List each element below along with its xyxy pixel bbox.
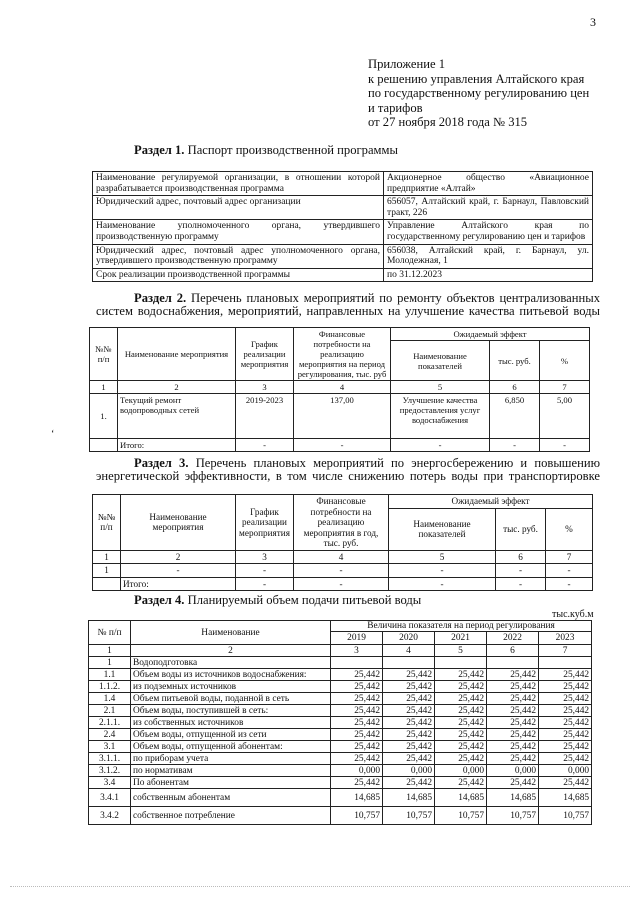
row-value: 25,442 [539, 717, 592, 729]
annex-line-1: Приложение 1 [368, 57, 446, 71]
row-value: 25,442 [331, 753, 383, 765]
row-value: 0,000 [435, 765, 487, 777]
passport-value: по 31.12.2023 [384, 268, 593, 282]
col-name-header: Наименование [131, 621, 331, 645]
row-value: 25,442 [539, 753, 592, 765]
row-value: 0,000 [383, 765, 435, 777]
row-name: Объем воды, отпущенной из сети [131, 729, 331, 741]
row-value [331, 657, 383, 669]
annex-line-5: от 27 ноября 2018 года № 315 [368, 115, 528, 130]
row-value [383, 657, 435, 669]
row-num: 1.1.2. [89, 681, 131, 693]
row-value: 25,442 [539, 693, 592, 705]
row-value [539, 657, 592, 669]
row-name: По абонентам [131, 777, 331, 789]
row-value: 25,442 [435, 777, 487, 789]
col-indicator-header: Наименование показателей [391, 341, 490, 381]
col-num-header: №№ п/п [90, 328, 118, 381]
row-value: 25,442 [331, 741, 383, 753]
row-value: 25,442 [539, 681, 592, 693]
col-schedule-header: График реализации мероприятия [236, 495, 294, 551]
section-3-table [92, 494, 593, 591]
passport-label: Срок реализации производственной программы [93, 268, 384, 282]
total-label: Итого: [118, 439, 236, 452]
row-name: Объем воды, отпущенной абонентам: [131, 741, 331, 753]
row-value: 14,685 [487, 789, 539, 807]
row-num: 3.4 [89, 777, 131, 789]
row-value: 25,442 [435, 693, 487, 705]
row-thous: 6,850 [490, 394, 540, 439]
row-value: 25,442 [435, 669, 487, 681]
table-row [89, 789, 592, 807]
table-row [89, 741, 592, 753]
unit-label: тыс.куб.м [552, 609, 594, 620]
row-value: 25,442 [331, 693, 383, 705]
table-row [89, 693, 592, 705]
row-value: 25,442 [383, 705, 435, 717]
row-value: 25,442 [539, 669, 592, 681]
passport-value: Акционерное общество «Авиационное предприятие «Алтай» [387, 173, 589, 194]
passport-value: 656057, Алтайский край, г. Барнаул, Павловский тракт, 226 [387, 197, 589, 218]
row-num: 3.1 [89, 741, 131, 753]
total-row: Итого: - - - - - [93, 577, 593, 591]
row-value: 14,685 [331, 789, 383, 807]
row-value: 25,442 [539, 705, 592, 717]
row-value: 25,442 [383, 777, 435, 789]
row-value [435, 657, 487, 669]
row-name: из подземных источников [131, 681, 331, 693]
table-header-row [89, 621, 592, 632]
row-name: Текущий ремонт водопроводных сетей [118, 394, 236, 439]
col-num-header: №№ п/п [93, 495, 121, 551]
row-value: 25,442 [331, 717, 383, 729]
row-value: 10,757 [331, 807, 383, 825]
page-number: 3 [590, 15, 596, 29]
section-2-title: Раздел 2. Перечень плановых мероприятий по ремонту объектов централизованных систем водоснабжения, мероприятий, направленных на улучшение качества питьевой воды [96, 291, 600, 318]
year-header: 2022 [487, 632, 539, 645]
table-row [93, 172, 593, 196]
row-name: Объем воды из источников водоснабжения: [131, 669, 331, 681]
row-value: 14,685 [435, 789, 487, 807]
col-thous-header: тыс. руб. [490, 341, 540, 381]
row-value: 25,442 [539, 741, 592, 753]
row-num: 1 [89, 657, 131, 669]
row-value: 25,442 [487, 693, 539, 705]
table-row [89, 657, 592, 669]
row-value: 14,685 [539, 789, 592, 807]
row-name: собственное потребление [131, 807, 331, 825]
section-4-table [88, 620, 592, 825]
row-value: 25,442 [383, 717, 435, 729]
row-value: 25,442 [487, 729, 539, 741]
row-value: 25,442 [383, 729, 435, 741]
table-row [89, 669, 592, 681]
table-row [93, 268, 593, 282]
annex-line-2: к решению управления Алтайского края [368, 71, 585, 86]
row-indicator: Улучшение качества предоставления услуг водоснабжения [391, 394, 490, 439]
row-value: 25,442 [487, 717, 539, 729]
row-value: 25,442 [383, 669, 435, 681]
annex-line-3: по государственному регулированию цен [368, 86, 590, 101]
row-value: 0,000 [539, 765, 592, 777]
column-number-row: 1 2 3 4 5 6 7 [89, 645, 592, 657]
row-num: 2.1.1. [89, 717, 131, 729]
col-pct-header: % [540, 341, 590, 381]
row-value: 10,757 [383, 807, 435, 825]
col-group-header: Величина показателя на период регулирования [331, 621, 592, 632]
year-header: 2023 [539, 632, 592, 645]
col-indicator-header: Наименование показателей [389, 508, 496, 550]
row-num: 3.1.1. [89, 753, 131, 765]
passport-label: Юридический адрес, почтовый адрес организации [93, 196, 384, 220]
section-4-title: Раздел 4. Планируемый объем подачи питьевой воды [134, 593, 422, 607]
row-value: 25,442 [487, 669, 539, 681]
row-value: 25,442 [487, 777, 539, 789]
row-num: 1.1 [89, 669, 131, 681]
row-value: 10,757 [435, 807, 487, 825]
row-num: 1.4 [89, 693, 131, 705]
row-value: 25,442 [383, 753, 435, 765]
row-num: 1 [93, 564, 121, 578]
row-value: 25,442 [435, 717, 487, 729]
col-num-header: № п/п [89, 621, 131, 645]
passport-value: Управление Алтайского края по государственному регулированию цен и тарифов [387, 221, 589, 242]
row-value: 25,442 [383, 741, 435, 753]
table-row [90, 394, 590, 439]
row-num: 3.4.2 [89, 807, 131, 825]
row-value: 25,442 [331, 681, 383, 693]
row-value: 25,442 [331, 777, 383, 789]
row-name: собственным абонентам [131, 789, 331, 807]
total-label: Итого: [121, 577, 236, 591]
row-num: 2.1 [89, 705, 131, 717]
row-value: 25,442 [487, 741, 539, 753]
col-pct-header: % [546, 508, 593, 550]
row-value: 25,442 [435, 753, 487, 765]
table-row [89, 681, 592, 693]
table-row [89, 729, 592, 741]
page-edge-line [10, 886, 630, 887]
row-value: 25,442 [539, 777, 592, 789]
row-value: 25,442 [383, 693, 435, 705]
row-value: 25,442 [487, 753, 539, 765]
row-name: по приборам учета [131, 753, 331, 765]
row-value: 0,000 [331, 765, 383, 777]
col-finance-header: Финансовые потребности на реализацию мероприятия на период регулирования, тыс. руб [294, 328, 391, 381]
column-number-row: 1 2 3 4 5 6 7 [93, 550, 593, 564]
table-row: 1 - - - - - - [93, 564, 593, 578]
row-value: 0,000 [487, 765, 539, 777]
year-header: 2021 [435, 632, 487, 645]
passport-value: 656038, Алтайский край, г. Барнаул, ул. Молодежная, 1 [387, 245, 589, 267]
passport-label: Юридический адрес, почтовый адрес уполномоченного органа, утвердившего производственную программу [96, 245, 380, 267]
row-num: 2.4 [89, 729, 131, 741]
row-value: 25,442 [487, 681, 539, 693]
row-schedule: 2019-2023 [236, 394, 294, 439]
section-2-table [89, 327, 590, 452]
table-row [93, 244, 593, 268]
table-row [93, 196, 593, 220]
row-value: 25,442 [331, 705, 383, 717]
annex-line-4: и тарифов [368, 100, 423, 115]
row-name: Объем питьевой воды, поданной в сеть [131, 693, 331, 705]
table-row [89, 705, 592, 717]
table-row [89, 807, 592, 825]
row-value: 25,442 [435, 729, 487, 741]
table-row [93, 220, 593, 244]
col-effect-header: Ожидаемый эффект [391, 328, 590, 341]
col-name-header: Наименование мероприятия [121, 495, 236, 551]
row-value: 14,685 [383, 789, 435, 807]
col-thous-header: тыс. руб. [496, 508, 546, 550]
row-name: из собственных источников [131, 717, 331, 729]
row-value: 25,442 [383, 681, 435, 693]
table-row [89, 777, 592, 789]
year-header: 2020 [383, 632, 435, 645]
row-value: 25,442 [435, 681, 487, 693]
passport-label: Наименование уполномоченного органа, утвердившего производственную программу [96, 221, 380, 242]
row-value: 25,442 [435, 741, 487, 753]
row-value [487, 657, 539, 669]
row-name: по нормативам [131, 765, 331, 777]
row-num: 3.4.1 [89, 789, 131, 807]
table-row [89, 717, 592, 729]
column-number-row: 1 2 3 4 5 6 7 [90, 381, 590, 394]
row-value: 25,442 [539, 729, 592, 741]
row-pct: 5,00 [540, 394, 590, 439]
row-value: 25,442 [487, 705, 539, 717]
col-effect-header: Ожидаемый эффект [389, 495, 593, 509]
col-name-header: Наименование мероприятия [118, 328, 236, 381]
row-finance: 137,00 [294, 394, 391, 439]
total-row: Итого: - - - - - [90, 439, 590, 452]
row-name: Объем воды, поступившей в сеть: [131, 705, 331, 717]
year-header: 2019 [331, 632, 383, 645]
passport-label: Наименование регулируемой организации, в отношении которой разрабатывается производственная программа [96, 173, 380, 194]
row-value: 10,757 [487, 807, 539, 825]
annex-header [368, 57, 589, 130]
row-num: 3.1.2. [89, 765, 131, 777]
col-schedule-header: График реализации мероприятия [236, 328, 294, 381]
section-3-title: Раздел 3. Перечень плановых мероприятий по энергосбережению и повышению энергетической эффективности, в том числе снижению потерь воды при транспортировке [96, 456, 600, 483]
row-value: 25,442 [435, 705, 487, 717]
table-row [89, 765, 592, 777]
table-header-row [93, 495, 593, 509]
table-row [89, 753, 592, 765]
row-value: 25,442 [331, 669, 383, 681]
row-value: 10,757 [539, 807, 592, 825]
col-finance-header: Финансовые потребности на реализацию мероприятия в год, тыс. руб. [294, 495, 389, 551]
passport-table [92, 171, 593, 282]
section-1-title: Раздел 1. Паспорт производственной программы [134, 143, 398, 157]
stray-mark: ‘ [51, 429, 55, 440]
row-value: 25,442 [331, 729, 383, 741]
row-num: 1. [90, 394, 118, 439]
row-name: Водоподготовка [131, 657, 331, 669]
table-header-row [90, 328, 590, 341]
